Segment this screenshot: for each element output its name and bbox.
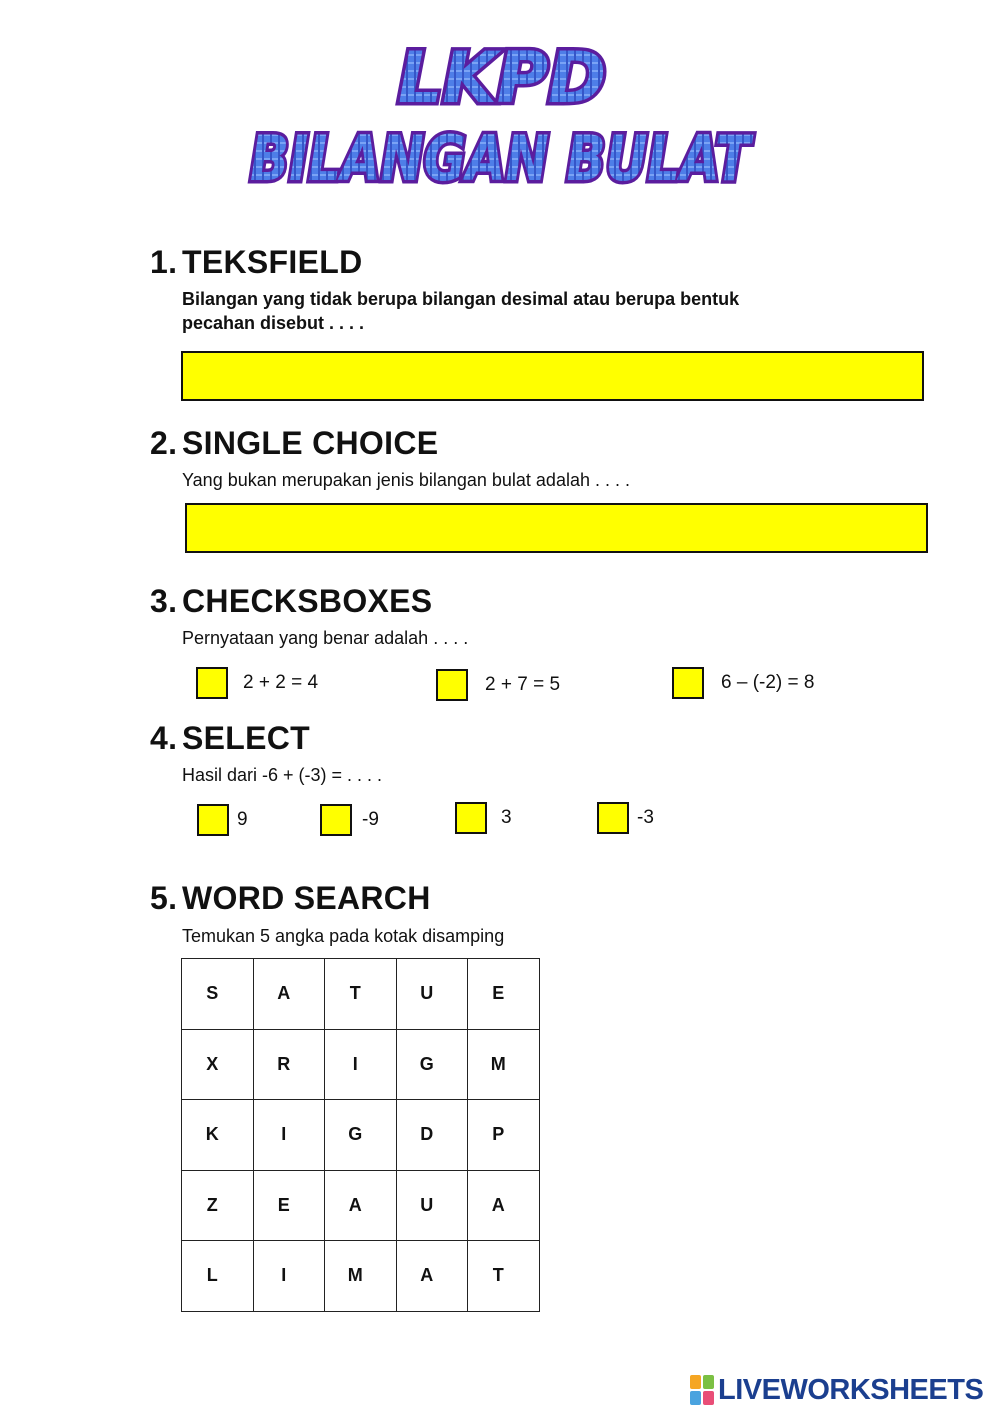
section-4-number: 4. <box>150 720 178 756</box>
brand-name: LIVEWORKSHEETS <box>718 1373 984 1406</box>
section-4-select-box-1[interactable] <box>197 804 229 836</box>
grid-cell[interactable]: Z <box>182 1170 254 1241</box>
grid-cell[interactable]: I <box>325 1029 397 1100</box>
section-2-answer-field[interactable] <box>185 503 928 553</box>
liveworksheets-brand <box>690 1373 983 1407</box>
grid-cell[interactable]: D <box>396 1100 468 1171</box>
section-4-title: SELECT <box>182 720 311 756</box>
section-4-option-4[interactable] <box>597 802 654 834</box>
grid-row <box>182 959 540 1030</box>
liveworksheets-logo-icon <box>690 1375 714 1405</box>
section-3-title: CHECKSBOXES <box>182 583 433 619</box>
section-2-prompt: Yang bukan merupakan jenis bilangan bulat adalah . . . . <box>182 470 630 490</box>
grid-cell[interactable]: E <box>253 1170 325 1241</box>
section-4-heading <box>150 720 310 757</box>
grid-cell[interactable]: P <box>468 1100 540 1171</box>
section-1-prompt <box>182 287 842 335</box>
section-4-option-2[interactable] <box>320 804 379 836</box>
section-1-prompt-line-1: Bilangan yang tidak berupa bilangan desimal atau berupa bentuk <box>182 289 740 309</box>
title-logo-graphic <box>230 30 770 200</box>
title-line-2: BILANGAN BULAT <box>250 122 754 195</box>
section-4-select-box-2[interactable] <box>320 804 352 836</box>
grid-cell[interactable]: M <box>325 1241 397 1312</box>
section-2-heading <box>150 425 438 462</box>
section-5-title: WORD SEARCH <box>182 880 431 916</box>
section-1-heading <box>150 244 362 281</box>
grid-cell[interactable]: U <box>396 959 468 1030</box>
grid-row <box>182 1100 540 1171</box>
section-4-option-1[interactable] <box>197 804 248 836</box>
section-3-option-2[interactable] <box>436 669 560 701</box>
section-4-option-2-label: -9 <box>362 809 379 830</box>
section-3-heading <box>150 583 432 620</box>
grid-cell[interactable]: L <box>182 1241 254 1312</box>
section-1-prompt-line-2: pecahan disebut . . . . <box>182 313 365 333</box>
grid-cell[interactable]: R <box>253 1029 325 1100</box>
word-search-grid <box>181 958 540 1312</box>
section-3-checkbox-2[interactable] <box>436 669 468 701</box>
section-4-option-3-label: 3 <box>501 807 512 828</box>
section-5-number: 5. <box>150 880 178 916</box>
grid-cell[interactable]: U <box>396 1170 468 1241</box>
section-4-prompt: Hasil dari -6 + (-3) = . . . . <box>182 765 383 785</box>
grid-cell[interactable]: A <box>468 1170 540 1241</box>
section-5-prompt: Temukan 5 angka pada kotak disamping <box>182 926 505 946</box>
grid-cell[interactable]: S <box>182 959 254 1030</box>
section-2-number: 2. <box>150 425 178 461</box>
grid-cell[interactable]: G <box>325 1100 397 1171</box>
section-4-option-4-label: -3 <box>637 807 654 828</box>
grid-row <box>182 1170 540 1241</box>
grid-cell[interactable]: T <box>468 1241 540 1312</box>
section-1-number: 1. <box>150 244 178 280</box>
grid-cell[interactable]: A <box>396 1241 468 1312</box>
section-1-title: TEKSFIELD <box>182 244 363 280</box>
grid-cell[interactable]: X <box>182 1029 254 1100</box>
section-3-option-2-label: 2 + 7 = 5 <box>485 674 561 695</box>
section-4-option-3[interactable] <box>455 802 512 834</box>
section-4-select-box-3[interactable] <box>455 802 487 834</box>
worksheet-title-logo <box>230 30 770 200</box>
section-3-prompt: Pernyataan yang benar adalah . . . . <box>182 628 469 648</box>
title-line-1: LKPD <box>397 37 607 119</box>
grid-cell[interactable]: I <box>253 1100 325 1171</box>
section-3-checkbox-1[interactable] <box>196 667 228 699</box>
section-1-text-field[interactable] <box>181 351 924 401</box>
grid-row <box>182 1029 540 1100</box>
grid-cell[interactable]: A <box>325 1170 397 1241</box>
grid-cell[interactable]: K <box>182 1100 254 1171</box>
section-4-option-1-label: 9 <box>237 809 248 830</box>
grid-cell[interactable]: M <box>468 1029 540 1100</box>
grid-cell[interactable]: E <box>468 959 540 1030</box>
grid-cell[interactable]: A <box>253 959 325 1030</box>
section-5-heading <box>150 880 431 917</box>
grid-cell[interactable]: G <box>396 1029 468 1100</box>
grid-cell[interactable]: T <box>325 959 397 1030</box>
grid-cell[interactable]: I <box>253 1241 325 1312</box>
section-3-option-1-label: 2 + 2 = 4 <box>243 672 319 693</box>
section-3-option-3-label: 6 – (-2) = 8 <box>721 672 815 693</box>
section-4-select-box-4[interactable] <box>597 802 629 834</box>
section-3-option-3[interactable] <box>672 667 814 699</box>
section-3-number: 3. <box>150 583 178 619</box>
section-3-checkbox-3[interactable] <box>672 667 704 699</box>
grid-row <box>182 1241 540 1312</box>
section-3-option-1[interactable] <box>196 667 318 699</box>
section-2-title: SINGLE CHOICE <box>182 425 439 461</box>
